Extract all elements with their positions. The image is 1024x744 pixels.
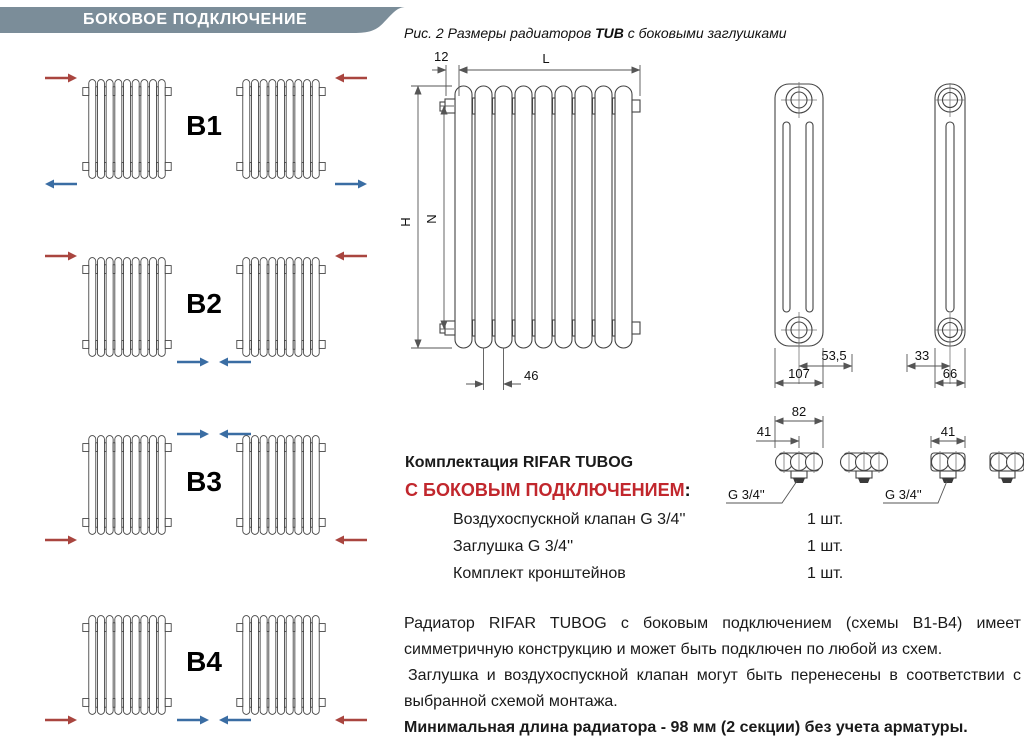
section-title: БОКОВОЕ ПОДКЛЮЧЕНИЕ xyxy=(83,11,308,28)
supply-flow-arrow xyxy=(44,714,78,726)
return-flow-arrow xyxy=(334,178,368,190)
dim-41-left-label: 41 xyxy=(756,424,772,439)
radiator-drawing xyxy=(82,602,172,728)
scheme-row-b4 xyxy=(40,598,412,738)
scheme-row-b2 xyxy=(40,240,412,380)
radiator-drawing xyxy=(82,422,172,548)
dim-46-label: 46 xyxy=(524,368,539,383)
kit-item-row xyxy=(405,565,857,592)
kit-item-name: Воздухоспускной клапан G 3/4'' xyxy=(453,511,686,528)
supply-flow-arrow xyxy=(44,534,78,546)
scheme-label: В1 xyxy=(186,110,222,141)
figure-caption xyxy=(404,25,787,41)
scheme-label: В4 xyxy=(186,646,222,677)
kit-item-qty: 1 шт. xyxy=(807,565,844,582)
return-flow-arrow xyxy=(176,356,210,368)
note-symmetry: Радиатор RIFAR TUBOG с боковым подключением (схемы В1-В4) имеет симметричную конструкцию и может быть подключен по любой из схем. xyxy=(404,615,1021,658)
return-flow-arrow xyxy=(176,428,210,440)
dim-H-label: H xyxy=(398,217,413,227)
supply-flow-arrow xyxy=(334,534,368,546)
kit-item-qty: 1 шт. xyxy=(807,511,844,528)
return-flow-arrow xyxy=(44,178,78,190)
kit-subtitle-colon: : xyxy=(684,480,691,500)
figure-caption-suffix: с боковыми заглушками xyxy=(623,25,787,41)
kit-item-name: Заглушка G 3/4'' xyxy=(453,538,574,555)
front-view-drawing xyxy=(398,46,650,394)
dim-L-label: L xyxy=(542,51,550,66)
kit-item-name: Комплект кронштейнов xyxy=(453,565,626,582)
notes-block xyxy=(404,611,1021,741)
radiator-drawing xyxy=(236,66,326,192)
dim-82-label: 82 xyxy=(791,404,807,419)
radiator-drawing xyxy=(82,66,172,192)
scheme-label: В3 xyxy=(186,466,222,497)
figure-caption-model: TUB xyxy=(595,25,624,41)
radiator-drawing xyxy=(236,602,326,728)
supply-flow-arrow xyxy=(334,714,368,726)
scheme-row-b1 xyxy=(40,62,412,202)
dim-53-5-label: 53,5 xyxy=(821,348,847,363)
dim-107-label: 107 xyxy=(788,366,810,381)
scheme-row-b3 xyxy=(40,418,412,558)
kit-item-row xyxy=(405,538,857,565)
supply-flow-arrow xyxy=(44,72,78,84)
kit-title: Комплектация RIFAR TUBOG xyxy=(405,454,634,471)
scheme-label: В2 xyxy=(186,288,222,319)
kit-block xyxy=(405,452,857,592)
figure-caption-prefix: Рис. 2 Размеры радиаторов xyxy=(404,25,596,41)
dim-41-right-label: 41 xyxy=(940,424,956,439)
side-views-drawing xyxy=(742,56,1024,396)
kit-subtitle xyxy=(405,478,857,502)
kit-item-row xyxy=(405,511,857,538)
dim-33-label: 33 xyxy=(914,348,930,363)
kit-subtitle-red: С БОКОВЫМ ПОДКЛЮЧЕНИЕМ xyxy=(405,480,685,500)
thread-label-left: G 3/4'' xyxy=(728,487,765,502)
radiator-drawing xyxy=(82,244,172,370)
dim-66-label: 66 xyxy=(942,366,958,381)
radiator-drawing xyxy=(236,244,326,370)
radiator-drawing xyxy=(236,422,326,548)
supply-flow-arrow xyxy=(44,250,78,262)
note-min-length: Минимальная длина радиатора - 98 мм (2 секции) без учета арматуры. xyxy=(404,719,968,736)
return-flow-arrow xyxy=(218,428,252,440)
dim-12-label: 12 xyxy=(434,49,449,64)
return-flow-arrow xyxy=(218,714,252,726)
thread-label-right: G 3/4'' xyxy=(885,487,922,502)
supply-flow-arrow xyxy=(334,250,368,262)
dim-N-label: N xyxy=(424,214,439,224)
return-flow-arrow xyxy=(176,714,210,726)
kit-items xyxy=(405,511,857,592)
kit-item-qty: 1 шт. xyxy=(807,538,844,555)
return-flow-arrow xyxy=(218,356,252,368)
note-transfer: Заглушка и воздухоспускной клапан могут быть перенесены в соответствии с выбранной схемой монтажа. xyxy=(404,667,1021,710)
supply-flow-arrow xyxy=(334,72,368,84)
